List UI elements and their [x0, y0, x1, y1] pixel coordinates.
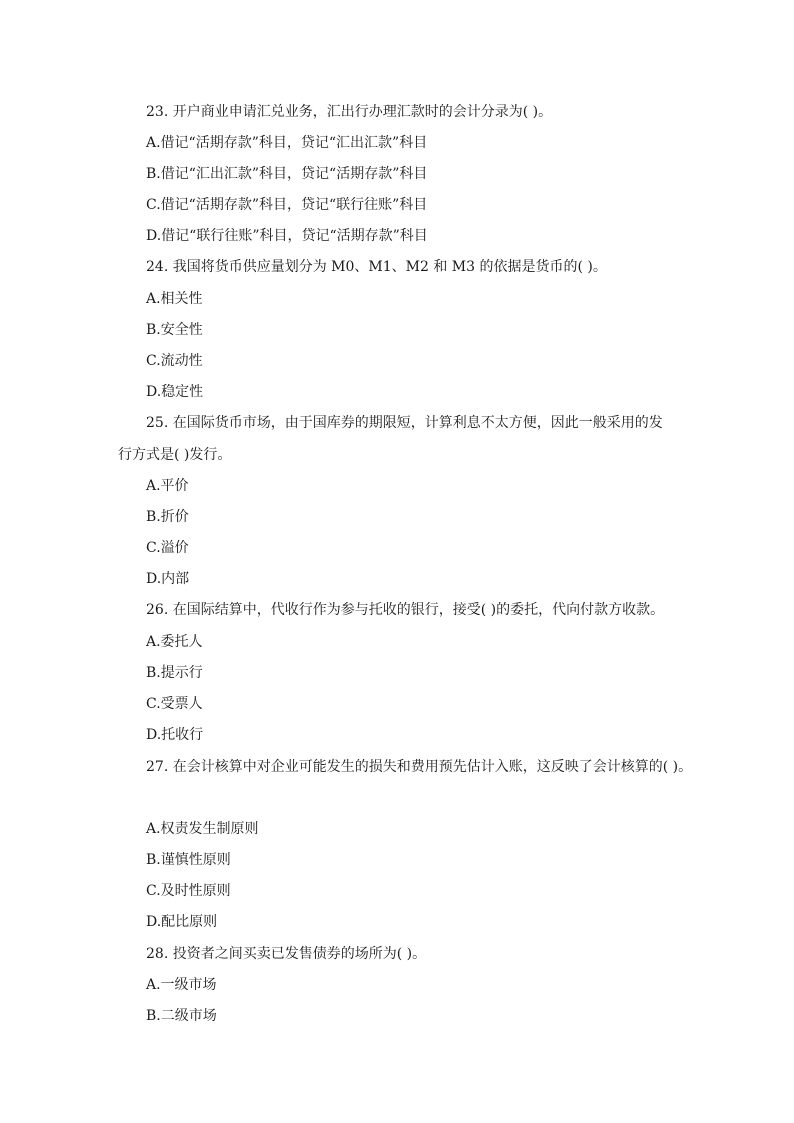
question-23-option-c: C.借记“活期存款”科目，贷记“联行往账”科目 [146, 197, 428, 213]
question-26-option-a: A.委托人 [146, 634, 203, 650]
question-27-option-a: A.权责发生制原则 [146, 821, 259, 837]
question-25-stem: 25. 在国际货币市场，由于国库券的期限短，计算利息不太方便，因此一般采用的发 [146, 415, 663, 431]
question-28-option-b: B.二级市场 [146, 1008, 217, 1024]
question-23-option-d: D.借记“联行往账”科目，贷记“活期存款”科目 [146, 228, 428, 244]
question-25-option-b: B.折价 [146, 509, 189, 525]
question-24-option-a: A.相关性 [146, 291, 203, 307]
question-23-stem: 23. 开户商业申请汇兑业务，汇出行办理汇款时的会计分录为( )。 [146, 104, 553, 120]
question-25-stem-continued: 行方式是( )发行。 [118, 447, 232, 463]
question-28-stem: 28. 投资者之间买卖已发售债券的场所为( )。 [146, 946, 427, 962]
question-24-option-c: C.流动性 [146, 353, 203, 369]
question-24-option-b: B.安全性 [146, 322, 203, 338]
question-27-option-b: B.谨慎性原则 [146, 852, 231, 868]
question-25-option-d: D.内部 [146, 571, 190, 587]
question-25-option-c: C.溢价 [146, 540, 189, 556]
question-25-option-a: A.平价 [146, 478, 189, 494]
question-23-option-a: A.借记“活期存款”科目，贷记“汇出汇款”科目 [146, 135, 428, 151]
question-27-stem: 27. 在会计核算中对企业可能发生的损失和费用预先估计入账，这反映了会计核算的( )。 [146, 759, 693, 775]
question-23-option-b: B.借记“汇出汇款”科目，贷记“活期存款”科目 [146, 166, 428, 182]
question-28-option-a: A.一级市场 [146, 977, 217, 993]
question-24-stem: 24. 我国将货币供应量划分为 M0、M1、M2 和 M3 的依据是货币的( )。 [146, 259, 607, 275]
question-26-option-d: D.托收行 [146, 727, 204, 743]
question-26-stem: 26. 在国际结算中，代收行作为参与托收的银行，接受( )的委托，代向付款方收款。 [146, 602, 665, 618]
question-26-option-b: B.提示行 [146, 665, 203, 681]
question-26-option-c: C.受票人 [146, 696, 203, 712]
question-27-option-c: C.及时性原则 [146, 883, 231, 899]
question-24-option-d: D.稳定性 [146, 384, 204, 400]
question-27-option-d: D.配比原则 [146, 914, 218, 930]
